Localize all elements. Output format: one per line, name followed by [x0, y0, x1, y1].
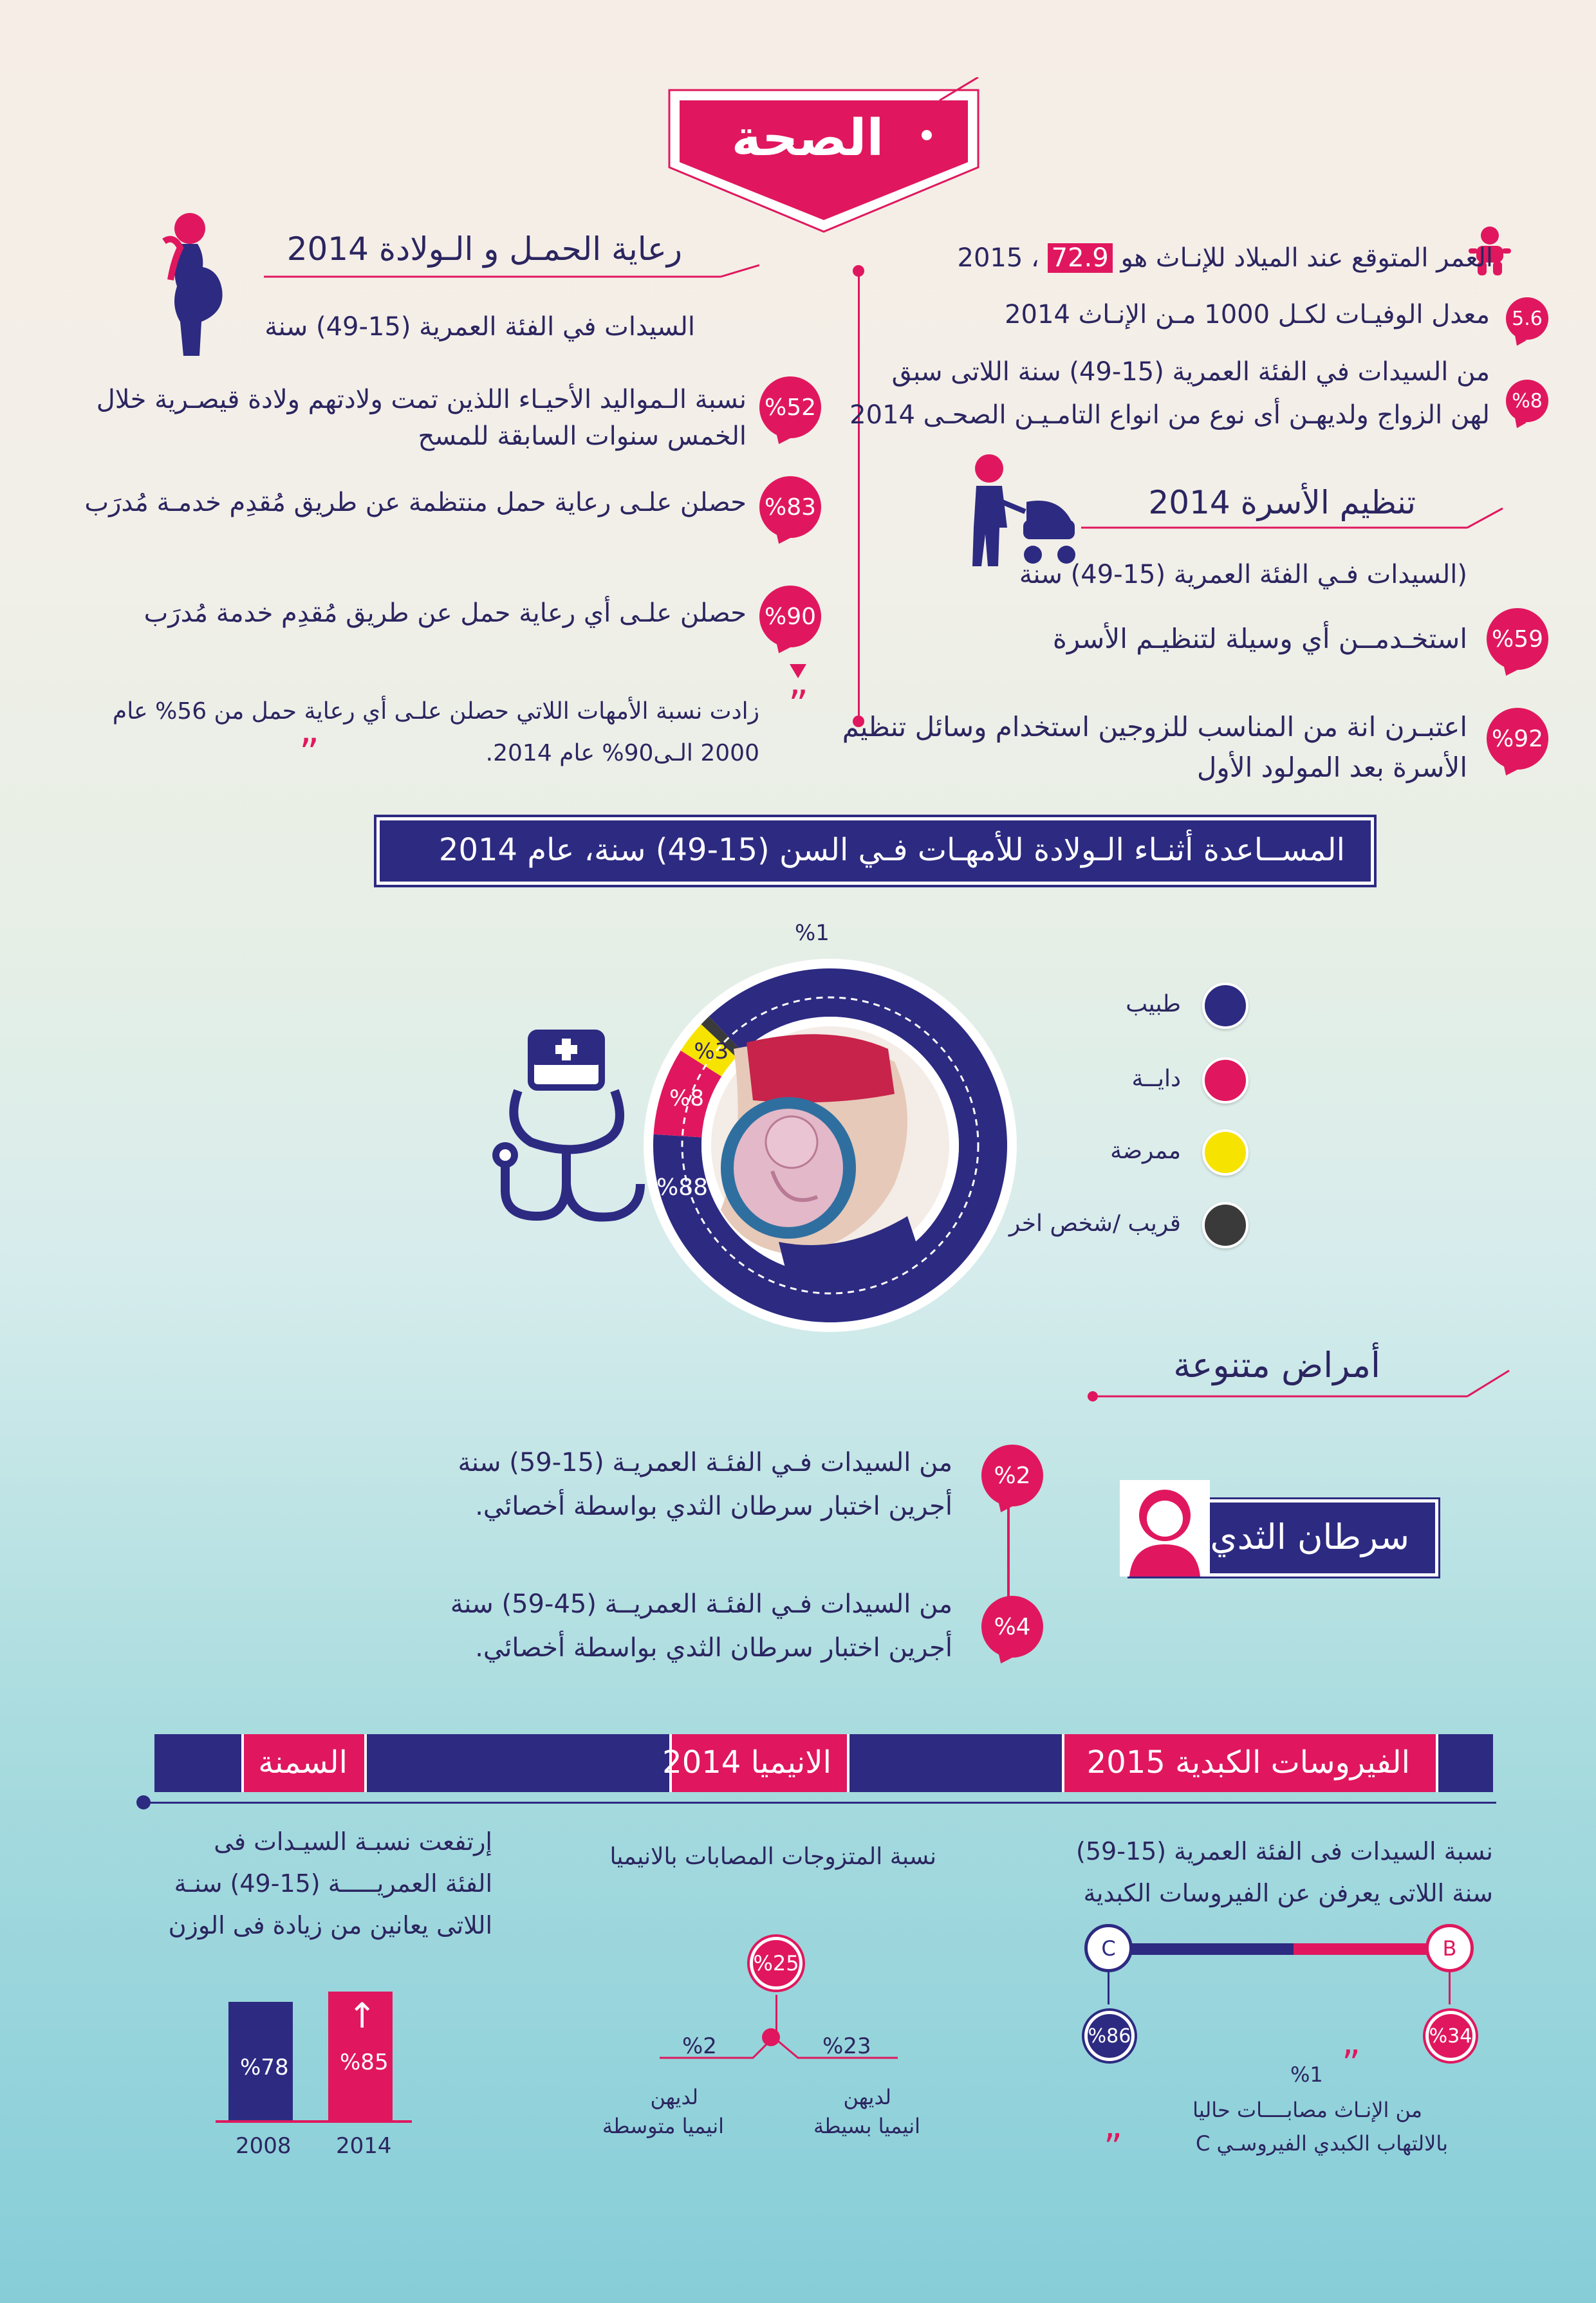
obesity-line1: إرتفعت نسبـة السيـدات فى: [214, 1827, 492, 1856]
legend-label-midwife: دايــة: [1131, 1066, 1181, 1092]
hepatitis-quote-line1: من الإنـاث مصابــــات حاليا: [1192, 2098, 1422, 2122]
hepatitis-b-marker: B: [1425, 1924, 1474, 1972]
cesarean-line1: نسبة الـمواليد الأحيـاء اللذين تمت ولادتهم ولادة قيصـرية خلال: [96, 385, 747, 414]
contraception-badge: %59: [1487, 608, 1548, 670]
breast-exam-4559-line1: من السيدات فـي الفئـة العمريــة (45-59) سنة: [450, 1589, 952, 1619]
quote-open-icon: ”: [788, 682, 809, 727]
arrow-down-icon: [788, 663, 808, 682]
donut-label-nurse: %3: [694, 1039, 729, 1065]
breast-exam-4559-line2: أجرين اختبار سرطان الثدي بواسطة أخصائي.: [475, 1633, 952, 1663]
pregnancy-subtitle: السيدات في الفئة العمرية (15-49) سنة: [264, 312, 695, 342]
tab-anemia-label: الانيميا 2014: [662, 1744, 831, 1780]
family-planning-title: تنظيم الأسرة 2014: [1148, 484, 1416, 521]
anemia-moderate-value: %2: [682, 2033, 717, 2059]
anemia-mild-line1: لديهن: [843, 2085, 891, 2109]
any-care-text: حصلن علـى أي رعاية حمل عن طريق مُقدِم خدمة مُدرَب: [144, 598, 747, 628]
anemia-moderate-line1: لديهن: [650, 2085, 698, 2109]
legend-swatch-nurse: [1202, 1129, 1248, 1176]
anemia-mild-line2: انيميا بسيطة: [813, 2114, 920, 2138]
pregnancy-title-underline: [264, 264, 759, 290]
anemia-total: %25: [750, 1937, 803, 1990]
obesity-bar-2014: [328, 1992, 393, 2120]
obesity-bar-2014-value: %85: [340, 2049, 389, 2075]
insurance-badge: %8: [1506, 380, 1548, 422]
legend-label-doctor: طبيب: [1126, 991, 1181, 1017]
hepatitis-b-value: %34: [1425, 2011, 1476, 2061]
donut-label-midwife: %8: [669, 1085, 705, 1111]
anemia-text: نسبة المتزوجات المصابات بالانيميا: [609, 1844, 936, 1870]
legend-label-relative: قريب /شخص اخر: [1008, 1210, 1181, 1237]
pregnancy-quote-line2: 2000 الـى90% عام 2014.: [485, 740, 759, 766]
obesity-year-2014: 2014: [336, 2133, 392, 2159]
appropriate-line2: الأسرة بعد المولود الأول: [1196, 752, 1467, 783]
donut-label-doctor: %88: [656, 1174, 709, 1201]
hepatitis-bar-b: [1294, 1943, 1448, 1955]
pregnant-woman-icon: [145, 209, 228, 357]
hepatitis-bar-c: [1107, 1943, 1294, 1955]
pregnancy-title: رعاية الحمـل و الـولادة 2014: [286, 230, 682, 268]
breast-exam-1559-badge: %2: [981, 1445, 1043, 1506]
life-expectancy-year: ، 2015: [957, 243, 1039, 273]
appropriate-line1: اعتبـرن انة من المناسب للزوجين استخدام وسائل تنظيم: [842, 711, 1467, 743]
obesity-line3: اللاتى يعانين من زيادة فى الوزن: [168, 1911, 492, 1939]
legend-label-nurse: ممرضة: [1110, 1138, 1181, 1164]
appropriate-badge: %92: [1487, 708, 1548, 770]
family-planning-underline: [1081, 505, 1506, 537]
cesarean-line2: الخمس سنوات السابقة للمسح: [418, 421, 747, 451]
birth-assistance-donut-chart: [637, 952, 1023, 1338]
donut-label-relative: %1: [795, 920, 830, 946]
birth-assistance-banner: [376, 817, 1374, 885]
anemia-stem: [775, 1995, 777, 2033]
page-title: الصحة: [731, 109, 884, 167]
mortality-badge: 5.6: [1506, 297, 1548, 340]
pregnancy-quote-line1: زادت نسبة الأمهات اللاتي حصلن علـى أي رعاية حمل من 56% عام: [112, 698, 759, 725]
anemia-mild-value: %23: [822, 2033, 871, 2059]
tab-obesity-label: السمنة: [258, 1744, 348, 1780]
mother-stroller-icon: [962, 450, 1084, 573]
regular-care-text: حصلن علـى رعاية حمل منتظمة عن طريق مُقدِم خدمـة مُدرَب: [84, 488, 747, 517]
quote-close-icon: ”: [1104, 2127, 1123, 2169]
breast-exam-1559-line1: من السيدات فـي الفئـة العمريـة (15-59) سنة: [458, 1448, 952, 1477]
hepatitis-c-value: %86: [1084, 2011, 1135, 2061]
legend-swatch-midwife: [1202, 1057, 1248, 1104]
bottom-divider: [145, 1802, 1496, 1804]
timeline-line: [858, 270, 860, 721]
hepatitis-quote-value: %1: [1290, 2062, 1323, 2087]
tab-anemia: [662, 1734, 849, 1792]
insurance-line2: لهن الزواج ولديهـن أى نوع من انواع التامـيـن الصحـى 2014: [849, 400, 1490, 430]
quote-open-icon: ”: [1342, 2043, 1361, 2085]
cesarean-badge: %52: [759, 376, 821, 438]
life-expectancy-value: 72.9: [1048, 243, 1113, 273]
obesity-year-2008: 2008: [236, 2133, 292, 2159]
breast-cancer-label: سرطان الثدي: [1210, 1517, 1409, 1557]
anemia-moderate-line2: انيميا متوسطة: [602, 2114, 724, 2138]
hepatitis-line1: نسبة السيدات فى الفئة العمرية (15-59): [1076, 1837, 1493, 1865]
hepatitis-quote-line2: بالالتهاب الكبدي الفيروسـي C: [1195, 2131, 1448, 2156]
obesity-baseline: [216, 2120, 412, 2123]
family-planning-subtitle: (السيدات فـي الفئة العمرية (15-49) سنة: [1019, 560, 1467, 589]
diseases-underline: [1088, 1364, 1512, 1409]
timeline-dot: [853, 265, 864, 277]
divider-dot: [136, 1795, 151, 1809]
hepatitis-line2: سنة اللاتى يعرفن عن الفيروسات الكبدية: [1083, 1879, 1493, 1907]
regular-care-badge: %83: [759, 476, 821, 538]
quote-close-icon: ”: [299, 730, 320, 775]
woman-avatar-icon: [1120, 1480, 1210, 1577]
life-expectancy-label: العمر المتوقع عند الميلاد للإنـاث هو: [1120, 243, 1493, 273]
obesity-bar-2008: [228, 2002, 293, 2120]
hepatitis-c-stem: [1108, 1972, 1109, 2004]
legend-swatch-doctor: [1202, 983, 1248, 1029]
breast-exam-1559-line2: أجرين اختبار سرطان الثدي بواسطة أخصائي.: [475, 1492, 952, 1521]
life-expectancy-text: [958, 243, 1493, 273]
legend-swatch-relative: [1202, 1202, 1248, 1248]
breast-exam-4559-badge: %4: [981, 1596, 1043, 1658]
birth-assistance-banner-text: المســاعدة أثنـاء الـولادة للأمهـات فـي السن (15-49) سنة، عام 2014: [438, 832, 1345, 868]
mortality-text: معدل الوفيـات لكـل 1000 مـن الإنـاث 2014: [1005, 300, 1490, 329]
diseases-title: أمراض متنوعة: [1173, 1345, 1380, 1385]
obesity-bar-2008-value: %78: [240, 2055, 289, 2081]
contraception-text: استخـدمــن أي وسيلة لتنظيـم الأسرة: [1052, 623, 1467, 654]
tab-hepatitis-label: الفيروسات الكبدية 2015: [1086, 1744, 1410, 1780]
hepatitis-b-stem: [1449, 1972, 1451, 2004]
doctor-stethoscope-icon: [479, 1030, 647, 1242]
any-care-badge: %90: [759, 586, 821, 647]
tab-obesity: [241, 1734, 367, 1792]
obesity-line2: الفئة العمريـــــة (15-49) سنـة: [174, 1869, 492, 1898]
tab-hepatitis: [1062, 1734, 1438, 1792]
hepatitis-c-marker: C: [1084, 1924, 1133, 1972]
insurance-line1: من السيدات في الفئة العمرية (15-49) سنة اللاتى سبق: [891, 357, 1490, 387]
arrow-up-icon: ↑: [348, 1995, 377, 2036]
